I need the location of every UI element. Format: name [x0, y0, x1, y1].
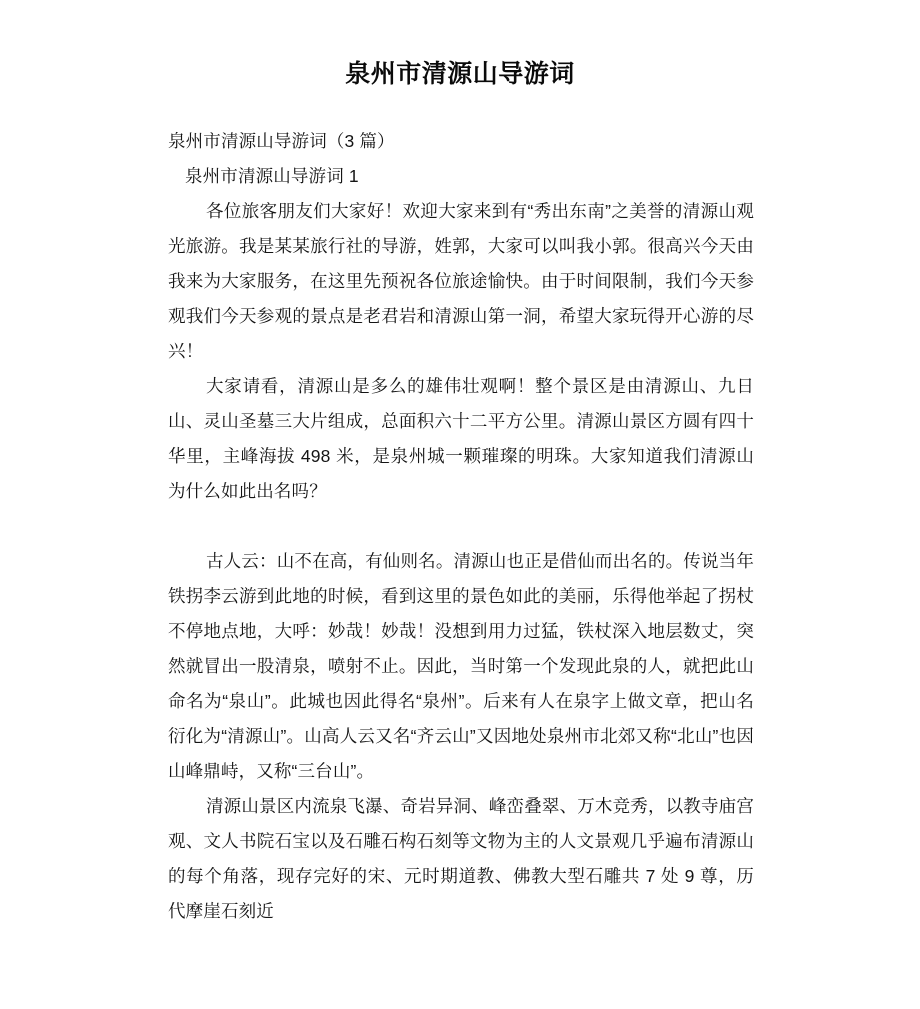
paragraph-spacer: [168, 509, 754, 544]
page-title: 泉州市清源山导游词: [345, 60, 575, 88]
paragraph-1: 各位旅客朋友们大家好！欢迎大家来到有“秀出东南”之美誉的清源山观光旅游。我是某某旅行社的导游，姓郭，大家可以叫我小郭。很高兴今天由我来为大家服务，在这里先预祝各位旅途愉快。由于时间限制，我们今天参观我们今天参观的景点是老君岩和清源山第一洞，希望大家玩得开心游的尽兴！: [168, 201, 754, 361]
paragraph-2: 大家请看，清源山是多么的雄伟壮观啊！整个景区是由清源山、九日山、灵山圣墓三大片组成，总面积六十二平方公里。清源山景区方圆有四十华里，主峰海拔 498 米，是泉州城一颗璀璨的明珠。大家知道我们清源山为什么如此出名吗？: [168, 376, 754, 501]
section-heading: 泉州市清源山导游词 1: [185, 166, 359, 186]
paragraph-3: 古人云：山不在高，有仙则名。清源山也正是借仙而出名的。传说当年铁拐李云游到此地的时候，看到这里的景色如此的美丽，乐得他举起了拐杖不停地点地，大呼：妙哉！妙哉！没想到用力过猛，铁杖深入地层数丈，突然就冒出一股清泉，喷射不止。因此，当时第一个发现此泉的人，就把此山命名为“泉山”。此城也因此得名“泉州”。后来有人在泉字上做文章，把山名衍化为“清源山”。山高人云又名“齐云山”又因地处泉州市北郊又称“北山”也因山峰鼎峙，又称“三台山”。: [168, 551, 754, 781]
document-body: [168, 124, 754, 929]
paragraph-4: 清源山景区内流泉飞瀑、奇岩异洞、峰峦叠翠、万木竞秀，以教寺庙宫观、文人书院石宝以及石雕石构石刻等文物为主的人文景观几乎遍布清源山的每个角落，现存完好的宋、元时期道教、佛教大型石雕共 7 处 9 尊，历代摩崖石刻近: [168, 796, 754, 921]
document-subtitle: 泉州市清源山导游词（3 篇）: [168, 131, 395, 151]
